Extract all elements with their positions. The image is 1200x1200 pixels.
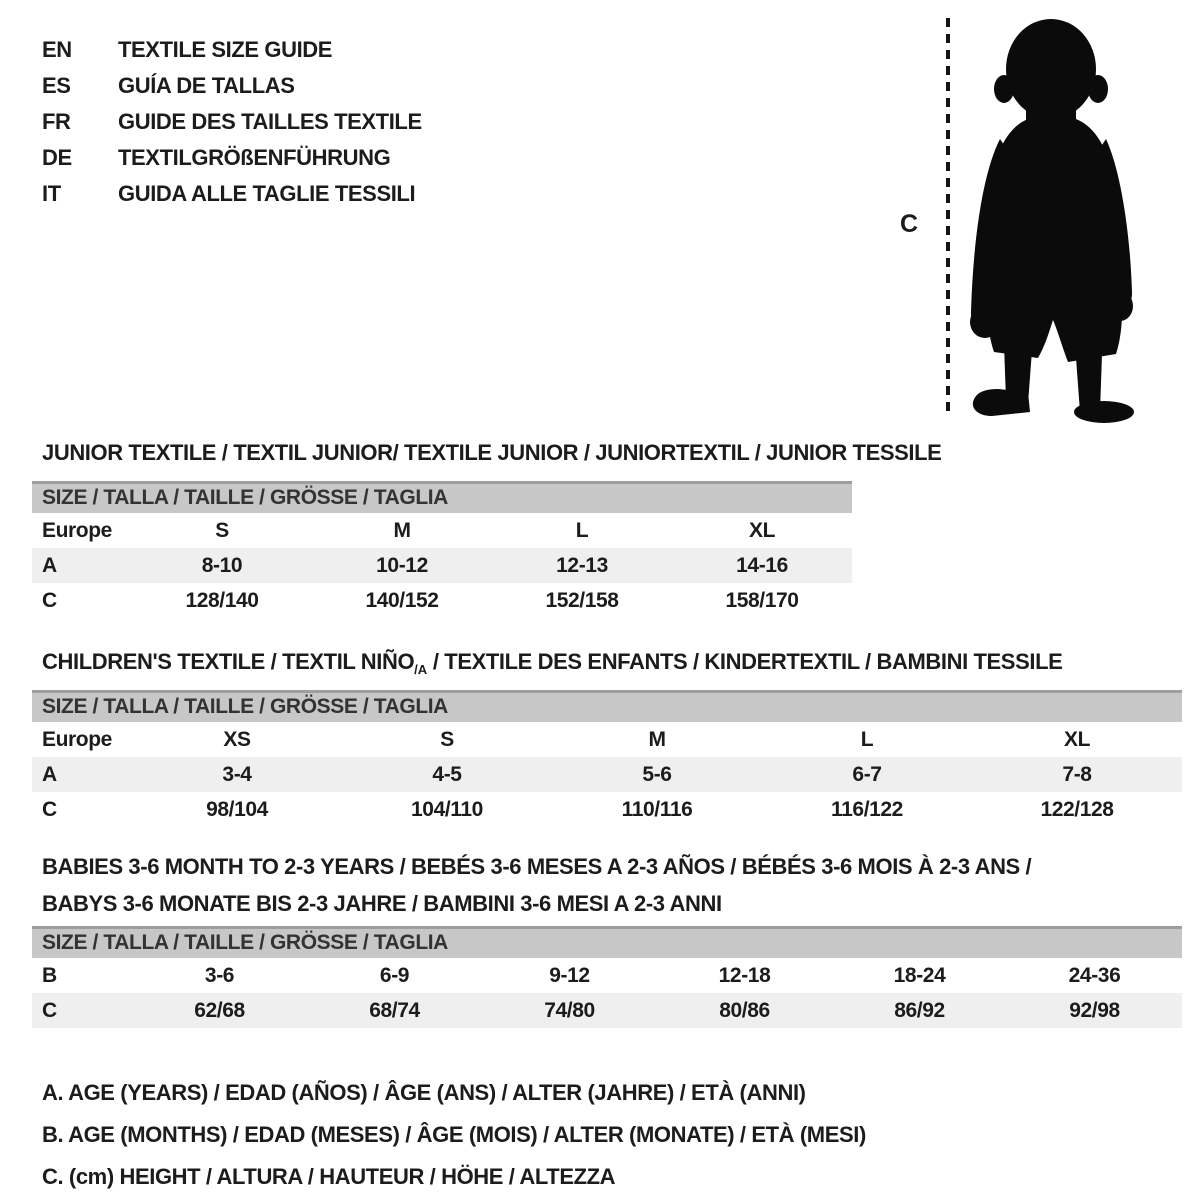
babies-size-table xyxy=(32,926,1182,1028)
title-part: / TEXTILE DES ENFANTS / KINDERTEXTIL / BAMBINI TESSILE xyxy=(427,649,1063,674)
toddler-silhouette-icon xyxy=(958,14,1148,424)
measure-c-label: C xyxy=(900,210,918,238)
table-cell: S xyxy=(440,728,454,751)
size-header-bar: SIZE / TALLA / TAILLE / GRÖSSE / TAGLIA xyxy=(32,481,852,513)
row-label: C xyxy=(42,798,57,821)
table-cell: 86/92 xyxy=(894,999,945,1022)
table-row-c xyxy=(32,993,1182,1028)
section-title-line xyxy=(42,434,941,471)
size-header-bar: SIZE / TALLA / TAILLE / GRÖSSE / TAGLIA xyxy=(32,926,1182,958)
figure-area xyxy=(0,0,1200,440)
table-cell: 6-7 xyxy=(852,763,882,786)
table-cell: 110/116 xyxy=(621,798,693,821)
title-part: JUNIOR TEXTILE / TEXTIL JUNIOR/ TEXTILE JUNIOR / JUNIORTEXTIL / JUNIOR TESSILE xyxy=(42,440,942,465)
column-header-row xyxy=(32,722,1182,757)
table-cell: 128/140 xyxy=(185,589,259,612)
section-title-line xyxy=(42,643,1062,688)
size-header-bar: SIZE / TALLA / TAILLE / GRÖSSE / TAGLIA xyxy=(32,690,1182,722)
table-cell: 9-12 xyxy=(549,964,590,987)
row-label: A xyxy=(42,763,57,786)
table-cell: 3-4 xyxy=(222,763,252,786)
title-part: CHILDREN'S TEXTILE / TEXTIL NIÑO xyxy=(42,649,415,674)
legend-line-c: C. (cm) HEIGHT / ALTURA / HAUTEUR / HÖHE / ALTEZZA xyxy=(42,1164,616,1189)
column-header-row xyxy=(32,513,852,548)
table-cell: XL xyxy=(748,519,776,542)
table-cell: 104/110 xyxy=(411,798,483,821)
table-cell: 80/86 xyxy=(719,999,770,1022)
table-row-a xyxy=(32,757,1182,792)
table-cell: M xyxy=(393,519,411,542)
table-cell: 6-9 xyxy=(379,964,410,987)
table-cell: 140/152 xyxy=(365,589,439,612)
table-cell: L xyxy=(860,728,874,751)
language-label: GUÍA DE TALLAS xyxy=(118,73,295,98)
table-cell: M xyxy=(648,728,666,751)
legend xyxy=(42,1072,866,1198)
section-title-children xyxy=(42,643,1062,688)
table-cell: 62/68 xyxy=(194,999,245,1022)
language-label: TEXTILGRÖßENFÜHRUNG xyxy=(118,145,391,170)
junior-size-table xyxy=(32,481,852,618)
language-code: FR xyxy=(42,109,71,134)
table-cell: 116/122 xyxy=(831,798,903,821)
language-code: EN xyxy=(42,37,72,62)
table-cell: XS xyxy=(223,728,251,751)
table-row-a xyxy=(32,548,852,583)
table-cell: 14-16 xyxy=(736,554,788,577)
legend-line-a: A. AGE (YEARS) / EDAD (AÑOS) / ÂGE (ANS) / ALTER (JAHRE) / ETÀ (ANNI) xyxy=(42,1080,806,1105)
table-cell: 3-6 xyxy=(204,964,235,987)
table-cell: 158/170 xyxy=(725,589,799,612)
title-part: BABYS 3-6 MONATE BIS 2-3 JAHRE / BAMBINI 3-6 MESI A 2-3 ANNI xyxy=(42,891,722,916)
legend-line-b: B. AGE (MONTHS) / EDAD (MESES) / ÂGE (MOIS) / ALTER (MONATE) / ETÀ (MESI) xyxy=(42,1122,866,1147)
language-code: IT xyxy=(42,181,61,206)
children-size-table xyxy=(32,690,1182,827)
table-cell: 98/104 xyxy=(206,798,268,821)
table-cell: 68/74 xyxy=(369,999,420,1022)
table-cell: 18-24 xyxy=(893,964,946,987)
table-cell: 4-5 xyxy=(432,763,462,786)
title-part: BABIES 3-6 MONTH TO 2-3 YEARS / BEBÉS 3-6 MESES A 2-3 AÑOS / BÉBÉS 3-6 MOIS À 2-3 ANS / xyxy=(42,854,1032,879)
row-label: C xyxy=(42,999,57,1022)
table-cell: 8-10 xyxy=(201,554,243,577)
table-cell: 24-36 xyxy=(1068,964,1121,987)
table-cell: 92/98 xyxy=(1069,999,1120,1022)
table-cell: 152/158 xyxy=(545,589,619,612)
row-label: B xyxy=(42,964,57,987)
table-cell: L xyxy=(575,519,589,542)
table-cell: 10-12 xyxy=(376,554,428,577)
section-title-babies xyxy=(42,848,1031,922)
table-row-b xyxy=(32,958,1182,993)
table-row-c xyxy=(32,583,852,618)
section-title-line xyxy=(42,885,1031,922)
row-label: C xyxy=(42,589,57,612)
row-label: A xyxy=(42,554,57,577)
table-cell: 12-13 xyxy=(556,554,608,577)
title-sub-part: /A xyxy=(414,662,428,677)
section-title-line xyxy=(42,848,1031,885)
section-title-junior xyxy=(42,434,941,471)
table-cell: 74/80 xyxy=(544,999,595,1022)
row-label: Europe xyxy=(42,728,112,751)
language-code: DE xyxy=(42,145,72,170)
language-label: GUIDA ALLE TAGLIE TESSILI xyxy=(118,181,416,206)
row-label: Europe xyxy=(42,519,112,542)
language-label: GUIDE DES TAILLES TEXTILE xyxy=(118,109,422,134)
table-cell: S xyxy=(215,519,229,542)
table-cell: XL xyxy=(1063,728,1091,751)
height-measure-dashed-line xyxy=(946,18,950,418)
table-cell: 122/128 xyxy=(1040,798,1114,821)
language-label: TEXTILE SIZE GUIDE xyxy=(118,37,333,62)
table-cell: 12-18 xyxy=(718,964,771,987)
table-cell: 7-8 xyxy=(1062,763,1092,786)
language-code: ES xyxy=(42,73,71,98)
table-row-c xyxy=(32,792,1182,827)
table-cell: 5-6 xyxy=(642,763,672,786)
